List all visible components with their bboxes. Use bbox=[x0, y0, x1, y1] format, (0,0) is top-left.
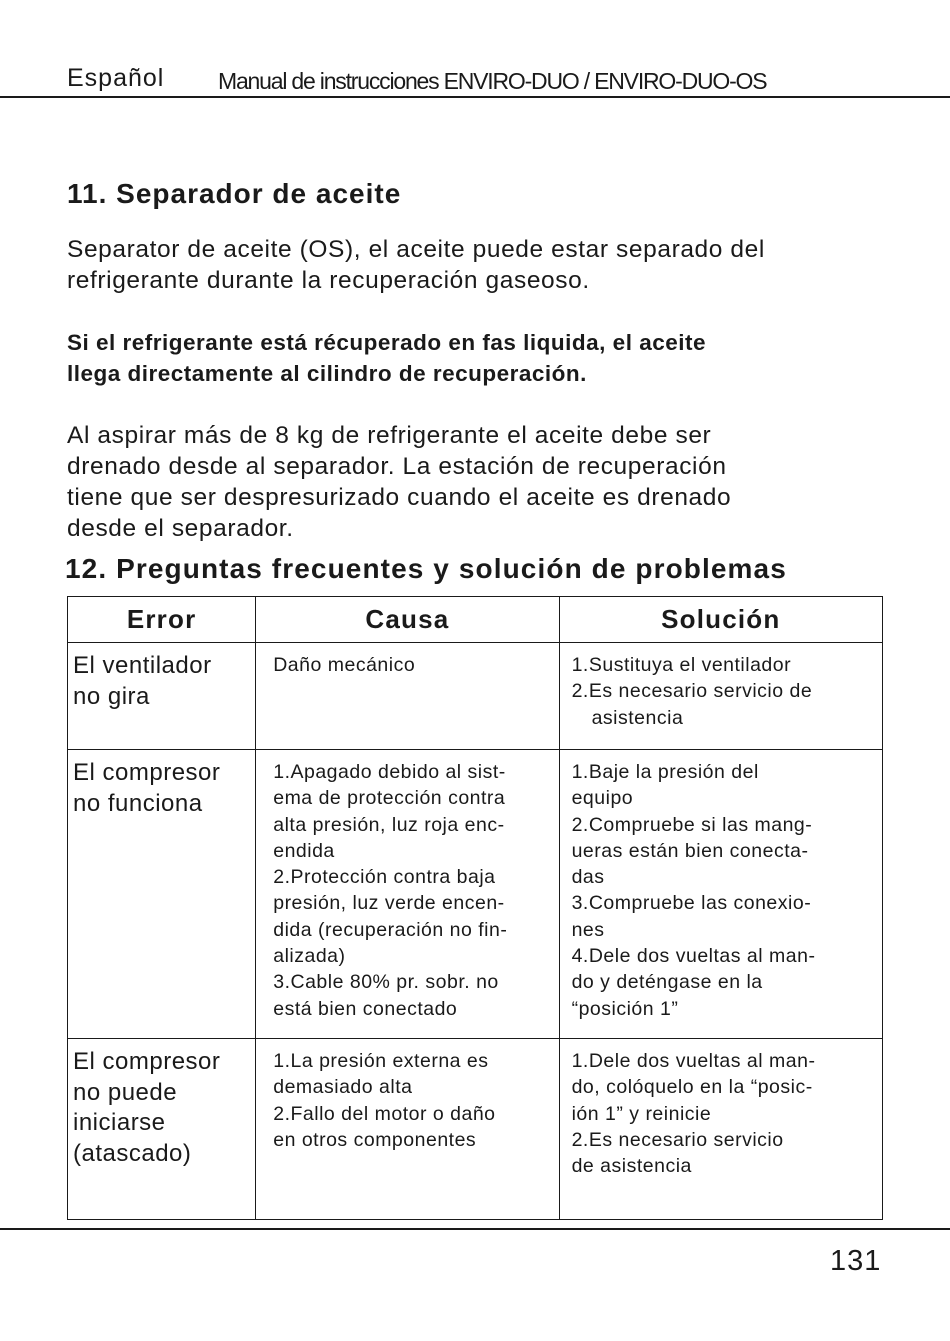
solution-line: “posición 1” bbox=[571, 997, 679, 1020]
error-cell bbox=[68, 1039, 256, 1220]
header-divider bbox=[0, 96, 950, 98]
section-11-intro-paragraph bbox=[67, 234, 897, 296]
cause-cell bbox=[256, 750, 559, 1039]
text-line: refrigerante durante la recuperación gaseoso. bbox=[67, 267, 590, 294]
cause-line: 2.Protección contra baja bbox=[273, 866, 496, 889]
cause-line: presión, luz verde encen- bbox=[273, 892, 505, 915]
cause-line: está bien conectado bbox=[273, 997, 458, 1020]
solution-line: de asistencia bbox=[571, 1155, 692, 1178]
footer-divider bbox=[0, 1228, 950, 1230]
cause-line: 2.Fallo del motor o daño bbox=[273, 1102, 496, 1125]
solution-line: 1.Sustituya el ventilador bbox=[571, 654, 792, 676]
text-line: desde el separador. bbox=[67, 515, 294, 542]
error-cell bbox=[68, 750, 256, 1039]
error-line: El compresor bbox=[73, 1048, 221, 1075]
error-cell bbox=[68, 643, 256, 750]
cause-line: demasiado alta bbox=[273, 1076, 413, 1099]
text-line: drenado desde al separador. La estación de recuperación bbox=[67, 453, 727, 480]
cause-line: Daño mecánico bbox=[273, 654, 416, 676]
error-line: no puede bbox=[73, 1078, 178, 1106]
solution-line: das bbox=[571, 866, 605, 889]
solution-line: 1.Dele dos vueltas al man- bbox=[571, 1050, 816, 1072]
header-language: Español bbox=[67, 64, 165, 92]
solution-line: 2.Es necesario servicio bbox=[571, 1128, 784, 1151]
page-number: 131 bbox=[830, 1245, 882, 1277]
text-line: Separator de aceite (OS), el aceite puede estar separado del bbox=[67, 236, 765, 263]
solution-cell bbox=[559, 750, 882, 1039]
cause-line: en otros componentes bbox=[273, 1128, 477, 1151]
cause-line: 1.La presión externa es bbox=[273, 1050, 489, 1072]
cause-line: alta presión, luz roja enc- bbox=[273, 813, 505, 836]
solution-line: asistencia bbox=[591, 706, 684, 729]
cause-line: 3.Cable 80% pr. sobr. no bbox=[273, 971, 499, 994]
section-11-drain-paragraph bbox=[67, 420, 897, 544]
text-line: tiene que ser despresurizado cuando el aceite es drenado bbox=[67, 484, 732, 511]
text-line: llega directamente al cilindro de recuperación. bbox=[67, 361, 587, 386]
solution-line: ión 1” y reinicie bbox=[571, 1102, 712, 1125]
solution-line: 2.Compruebe si las mang- bbox=[571, 813, 813, 836]
solution-line: do y deténgase en la bbox=[571, 971, 763, 994]
column-header-cause: Causa bbox=[256, 597, 559, 643]
cause-cell bbox=[256, 1039, 559, 1220]
solution-line: nes bbox=[571, 918, 605, 941]
table-row bbox=[68, 1039, 883, 1220]
solution-cell bbox=[559, 643, 882, 750]
cause-line: endida bbox=[273, 839, 335, 862]
solution-line: 1.Baje la presión del bbox=[571, 761, 759, 783]
solution-line: 4.Dele dos vueltas al man- bbox=[571, 945, 816, 968]
text-line: Al aspirar más de 8 kg de refrigerante el aceite debe ser bbox=[67, 422, 712, 449]
solution-cell bbox=[559, 1039, 882, 1220]
cause-line: 1.Apagado debido al sist- bbox=[273, 761, 506, 783]
column-header-error: Error bbox=[68, 597, 256, 643]
table-row bbox=[68, 643, 883, 750]
cause-cell bbox=[256, 643, 559, 750]
error-line: iniciarse bbox=[73, 1109, 166, 1136]
error-line: El ventilador bbox=[73, 652, 212, 679]
solution-line: equipo bbox=[571, 787, 634, 810]
section-11-heading: 11. Separador de aceite bbox=[67, 178, 402, 209]
error-line: El compresor bbox=[73, 759, 221, 786]
table-header-row bbox=[68, 597, 883, 643]
troubleshooting-table bbox=[67, 596, 883, 1220]
solution-line: do, colóquelo en la “posic- bbox=[571, 1076, 813, 1099]
solution-line: 2.Es necesario servicio de bbox=[571, 680, 813, 703]
error-line: (atascado) bbox=[73, 1139, 192, 1167]
cause-line: dida (recuperación no fin- bbox=[273, 918, 508, 941]
solution-line: 3.Compruebe las conexio- bbox=[571, 892, 812, 915]
solution-line: ueras están bien conecta- bbox=[571, 839, 809, 862]
cause-line: ema de protección contra bbox=[273, 787, 506, 810]
header-manual-title: Manual de instrucciones ENVIRO-DUO / ENVIRO-DUO-OS bbox=[218, 68, 767, 94]
table-row bbox=[68, 750, 883, 1039]
error-line: no gira bbox=[73, 682, 150, 710]
column-header-solution: Solución bbox=[559, 597, 882, 643]
cause-line: alizada) bbox=[273, 945, 346, 968]
section-12-heading: 12. Preguntas frecuentes y solución de problemas bbox=[65, 553, 787, 584]
text-line: Si el refrigerante está récuperado en fas liquida, el aceite bbox=[67, 330, 706, 355]
section-11-bold-note bbox=[67, 327, 897, 389]
error-line: no funciona bbox=[73, 789, 203, 817]
